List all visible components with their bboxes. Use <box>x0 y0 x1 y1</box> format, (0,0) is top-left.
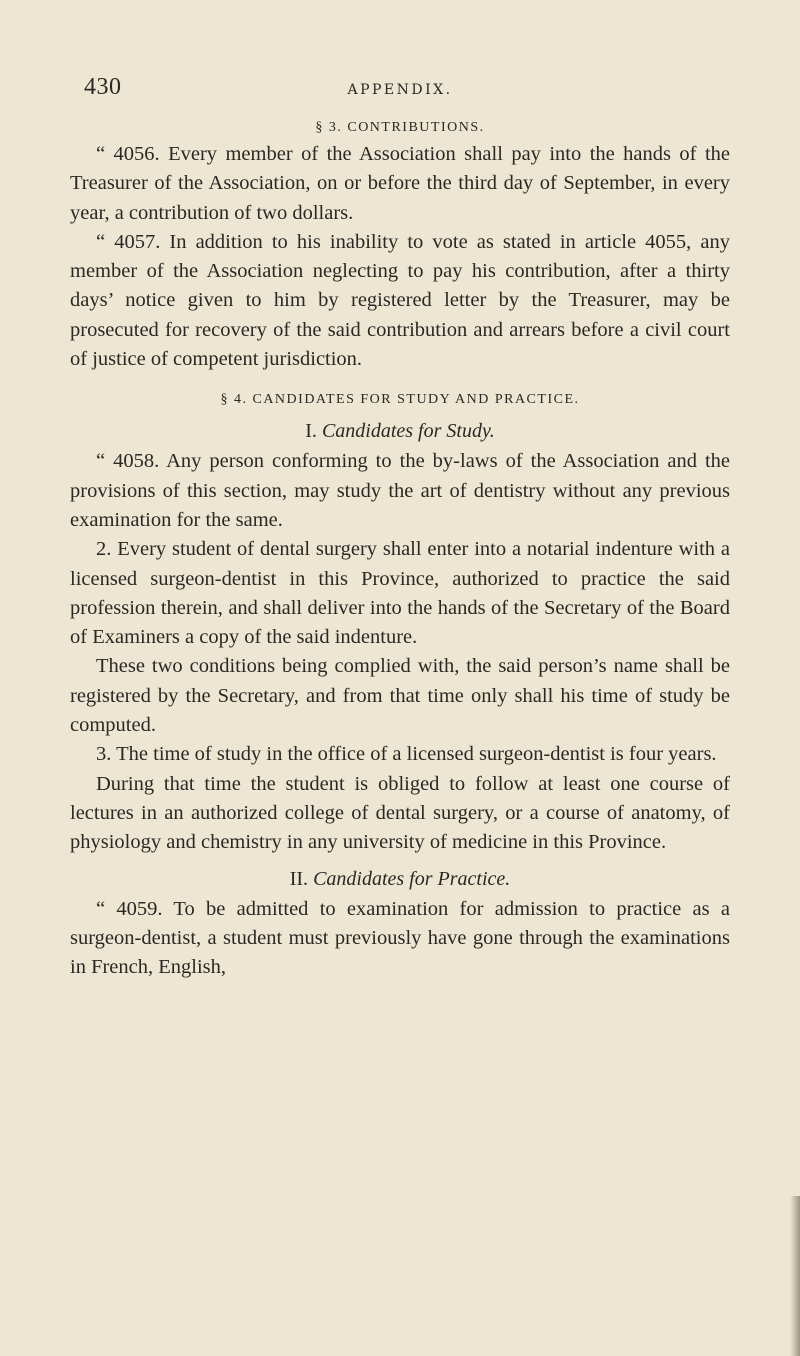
section-heading-candidates: § 4. CANDIDATES FOR STUDY AND PRACTICE. <box>220 392 580 408</box>
running-head <box>70 70 730 110</box>
subheading-title: Candidates for Practice. <box>313 867 511 890</box>
paragraph-registration: These two conditions being complied with, the said person’s name shall be registered by the Secretary, and from that time only shall his time of study be computed. <box>70 655 730 737</box>
subheading-numeral: I. <box>305 420 317 443</box>
running-title: APPENDIX. <box>347 82 453 98</box>
paragraph-4056: “ 4056. Every member of the Association shall pay into the hands of the Treasurer of the Association, on or before the third day of September, in every year, a contribution of two dollars. <box>70 143 730 224</box>
subheading-candidates-for-study <box>70 420 730 443</box>
book-page <box>70 70 730 982</box>
paragraph-time-of-study: 3. The time of study in the office of a licensed surgeon-dentist is four years. <box>96 743 717 766</box>
section-heading-contributions: § 3. CONTRIBUTIONS. <box>315 120 485 135</box>
page-number: 430 <box>84 74 122 100</box>
paragraph-indenture: 2. Every student of dental surgery shall enter into a notarial indenture with a licensed surgeon-dentist in this Province, authorized to practice the said profession therein, and shall deliver into the hands of the Secretary of the Board of Examiners a copy of the said indenture. <box>70 538 730 649</box>
subheading-title: Candidates for Study. <box>321 420 495 443</box>
page-edge-shadow <box>790 1196 800 1356</box>
paragraph-4059: “ 4059. To be admitted to examination for admission to practice as a surgeon-dentist, a student must previously have gone through the examinations in French, English, <box>70 897 730 979</box>
subheading-numeral: II. <box>289 867 309 890</box>
subheading-candidates-for-practice <box>70 868 730 891</box>
paragraph-4058: “ 4058. Any person conforming to the by-laws of the Association and the provisions of this section, may study the art of dentistry without any previous examination for the same. <box>70 450 730 531</box>
paragraph-4057: “ 4057. In addition to his inability to vote as stated in article 4055, any member of the Association neglecting to pay his contribution, after a thirty days’ notice given to him by registered letter by the Treasurer, may be prosecuted for recovery of the said contribution and arrears before a civil court of justice of competent jurisdiction. <box>70 230 730 371</box>
paragraph-lectures: During that time the student is obliged to follow at least one course of lectures in an authorized college of dental surgery, or a course of anatomy, of physiology and chemistry in any university of medicine in this Province. <box>70 772 730 854</box>
